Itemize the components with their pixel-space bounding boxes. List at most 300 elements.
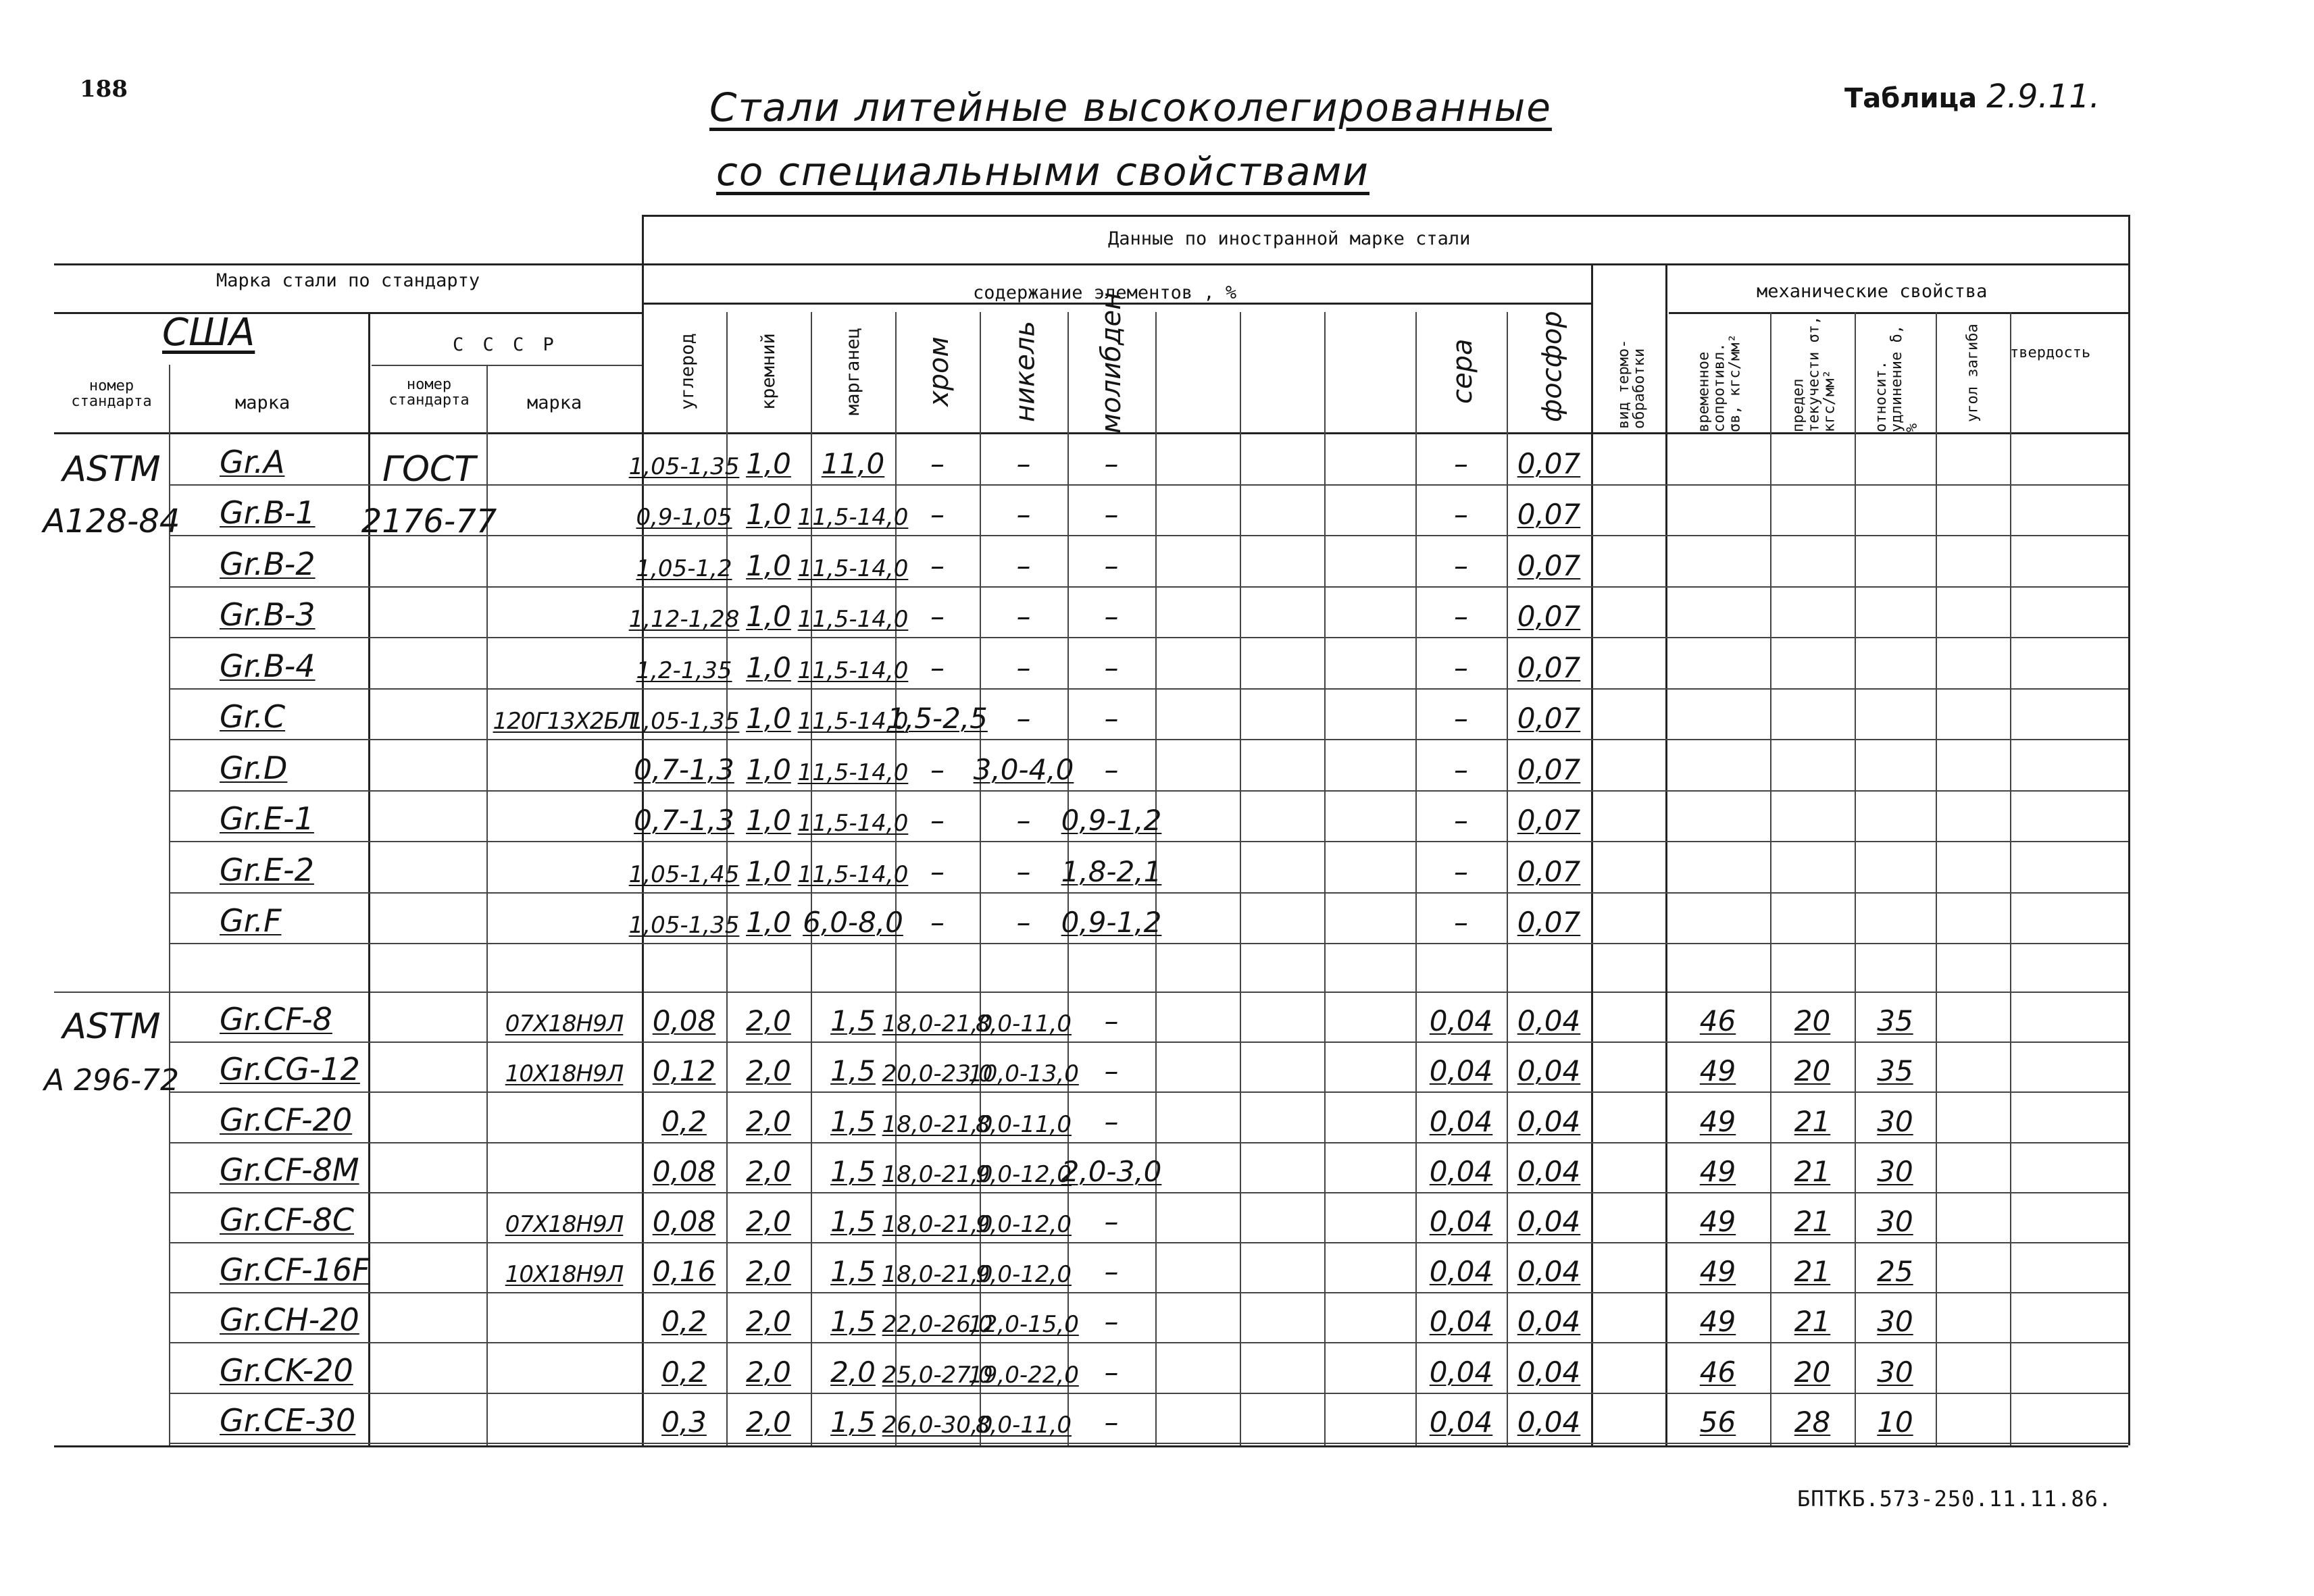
header-chromium: хром [924, 336, 955, 407]
cell-mn: 11,5-14,0 [797, 810, 909, 837]
grid-line-v [1324, 312, 1326, 1445]
cell-s: – [1454, 906, 1468, 939]
cell-s: 0,04 [1429, 1004, 1493, 1038]
cell-cr: 26,0-30,0 [882, 1411, 993, 1439]
row-divider [169, 943, 2128, 944]
cell-s: – [1454, 854, 1468, 888]
cell-si: 1,0 [746, 498, 791, 531]
cell-ussr-grade [486, 844, 642, 888]
cell-si: 1,0 [746, 548, 791, 582]
cell-st [1770, 742, 1855, 786]
cell-st: 28 [1794, 1405, 1831, 1439]
cell-sb [1665, 640, 1770, 684]
cell-mo: – [1104, 548, 1119, 582]
cell-grade: Gr.CE-30 [220, 1401, 356, 1439]
cell-sb: 46 [1699, 1355, 1736, 1389]
cell-si: 1,0 [746, 702, 791, 735]
cell-st: 20 [1794, 1004, 1831, 1038]
cell-st [1770, 538, 1855, 582]
cell-sb: 49 [1699, 1154, 1736, 1188]
cell-d [1855, 742, 1936, 786]
cell-sb [1665, 436, 1770, 480]
cell-ni: 19,0-22,0 [968, 1361, 1079, 1389]
table-number [1844, 78, 2100, 115]
cell-s: 0,04 [1429, 1204, 1493, 1238]
cell-cr: – [930, 650, 945, 684]
cell-ni: – [1016, 548, 1031, 582]
row-divider [169, 1192, 2128, 1193]
grid-line-v [2128, 215, 2130, 1445]
cell-st [1770, 844, 1855, 888]
cell-c: 0,7-1,3 [634, 804, 734, 837]
cell-c: 1,05-1,35 [628, 453, 740, 480]
header-tensile: временное сопротивл. σв, кгс/мм² [1695, 334, 1744, 432]
cell-si: 1,0 [746, 906, 791, 939]
cell-mo: 0,9-1,2 [1061, 906, 1162, 939]
row-divider [169, 1242, 2128, 1243]
cell-ussr-grade [486, 1145, 642, 1188]
cell-d: 10 [1877, 1405, 1913, 1439]
cell-s: 0,04 [1429, 1305, 1493, 1339]
cell-mn: 1,5 [830, 1004, 876, 1038]
cell-sb: 49 [1699, 1305, 1736, 1339]
cell-ussr-grade [486, 487, 642, 532]
cell-si: 2,0 [746, 1405, 791, 1439]
cell-s: – [1454, 498, 1468, 531]
cell-p: 0,04 [1517, 1204, 1581, 1238]
cell-mo: – [1104, 1104, 1119, 1138]
cell-s: – [1454, 702, 1468, 735]
cell-c: 1,05-1,35 [628, 708, 740, 735]
cell-p: 0,04 [1517, 1104, 1581, 1138]
grid-line-v [1591, 263, 1593, 1445]
grid-line-h [54, 312, 642, 314]
cell-c: 0,08 [652, 1004, 716, 1038]
cell-mn: 11,5-14,0 [797, 860, 909, 888]
cell-st: 21 [1794, 1154, 1831, 1188]
cell-st: 20 [1794, 1355, 1831, 1389]
cell-d [1855, 844, 1936, 888]
cell-grade: Gr.B-1 [220, 494, 316, 531]
row-divider [169, 1342, 2128, 1343]
cell-ni: 10,0-13,0 [968, 1060, 1079, 1088]
cell-ni: – [1016, 650, 1031, 684]
cell-p: 0,04 [1517, 1154, 1581, 1188]
cell-grade: Gr.B-2 [220, 545, 316, 582]
cell-mn: 11,5-14,0 [797, 657, 909, 684]
header-manganese: марганец [842, 327, 863, 416]
cell-mn: 1,5 [830, 1104, 876, 1138]
cell-ussr-grade [486, 1094, 642, 1137]
header-sulfur: сера [1447, 338, 1478, 405]
cell-d: 30 [1877, 1204, 1913, 1238]
row-divider [169, 1443, 2128, 1444]
cell-grade: Gr.CH-20 [220, 1302, 359, 1339]
cell-grade: Gr.B-3 [220, 596, 316, 633]
header-molybdenum: молибден [1096, 292, 1127, 434]
cell-grade: Gr.CF-8C [220, 1201, 355, 1238]
row-divider [169, 841, 2128, 842]
cell-ussr-grade [486, 895, 642, 939]
cell-ni: 3,0-4,0 [973, 752, 1074, 786]
cell-si: 1,0 [746, 752, 791, 786]
cell-si: 2,0 [746, 1004, 791, 1038]
cell-mn: 1,5 [830, 1405, 876, 1439]
header-usa-grade: марка [235, 392, 291, 413]
cell-mo: 0,9-1,2 [1061, 804, 1162, 837]
cell-p: 0,07 [1517, 854, 1581, 888]
cell-si: 2,0 [746, 1154, 791, 1188]
cell-cr: – [930, 752, 945, 786]
cell-mn: 11,5-14,0 [797, 555, 909, 582]
cell-ussr-grade [486, 436, 642, 480]
cell-s: – [1454, 804, 1468, 837]
cell-mn: 11,5-14,0 [797, 606, 909, 633]
cell-st: 21 [1794, 1305, 1831, 1339]
document-title-line-1: Стали литейные высоколегированные [709, 84, 1552, 130]
cell-d: 30 [1877, 1104, 1913, 1138]
group-2-std-line-2: A 296-72 [44, 1063, 179, 1098]
cell-p: 0,04 [1517, 1054, 1581, 1088]
drawing-stamp: БПТКБ.573-250.11.11.86. [1797, 1486, 2113, 1512]
cell-ussr-grade [486, 1295, 642, 1338]
cell-ni: – [1016, 446, 1031, 480]
cell-d: 30 [1877, 1355, 1913, 1389]
cell-sb [1665, 589, 1770, 634]
cell-mn: 2,0 [830, 1355, 876, 1389]
cell-si: 2,0 [746, 1054, 791, 1088]
cell-mo: – [1104, 498, 1119, 531]
cell-ussr-grade [486, 742, 642, 786]
cell-cr: 25,0-27,0 [882, 1361, 993, 1389]
cell-d [1855, 487, 1936, 532]
cell-st [1770, 895, 1855, 939]
cell-sb [1665, 691, 1770, 736]
cell-ni: 8,0-11,0 [975, 1110, 1072, 1138]
cell-p: 0,04 [1517, 1255, 1581, 1289]
cell-p: 0,07 [1517, 446, 1581, 480]
row-divider [169, 637, 2128, 638]
cell-c: 0,16 [652, 1255, 716, 1289]
group-1-ussr-std-line-2: 2176-77 [361, 503, 497, 540]
cell-ni: – [1016, 600, 1031, 633]
cell-ni: – [1016, 702, 1031, 735]
cell-d: 30 [1877, 1154, 1913, 1188]
cell-mo: – [1104, 752, 1119, 786]
cell-sb [1665, 538, 1770, 582]
cell-st: 21 [1794, 1204, 1831, 1238]
row-divider [169, 535, 2128, 536]
cell-si: 2,0 [746, 1104, 791, 1138]
cell-s: 0,04 [1429, 1054, 1493, 1088]
cell-p: 0,07 [1517, 650, 1581, 684]
header-mechanical: механические свойства [1757, 281, 1988, 302]
header-usa-std-no: номер стандарта [71, 378, 152, 411]
cell-sb [1665, 844, 1770, 888]
cell-grade: Gr.A [220, 443, 285, 480]
cell-d [1855, 436, 1936, 480]
header-foreign-data: Данные по иностранной марке стали [1108, 228, 1471, 249]
cell-c: 0,9-1,05 [636, 504, 732, 531]
cell-c: 0,3 [661, 1405, 707, 1439]
cell-ni: 12,0-15,0 [968, 1311, 1079, 1339]
cell-mo: – [1104, 1405, 1119, 1439]
cell-grade: Gr.CF-8 [220, 1001, 332, 1038]
cell-ni: – [1016, 906, 1031, 939]
cell-cr: 18,0-21,0 [882, 1160, 993, 1188]
cell-si: 2,0 [746, 1305, 791, 1339]
cell-sb: 46 [1699, 1004, 1736, 1038]
cell-mo: – [1104, 650, 1119, 684]
cell-mn: 11,5-14,0 [797, 708, 909, 735]
cell-si: 1,0 [746, 446, 791, 480]
header-hardness: твердость [2010, 344, 2091, 361]
cell-c: 0,7-1,3 [634, 752, 734, 786]
cell-grade: Gr.E-1 [220, 800, 314, 837]
grid-line-v [1936, 312, 1937, 1445]
header-yield: предел текучести σт, кгс/мм² [1790, 315, 1838, 432]
cell-c: 1,05-1,2 [636, 555, 732, 582]
cell-mn: 11,5-14,0 [797, 758, 909, 786]
cell-si: 1,0 [746, 650, 791, 684]
cell-s: – [1454, 600, 1468, 633]
cell-sb: 56 [1699, 1405, 1736, 1439]
header-phosphorus: фосфор [1536, 311, 1568, 422]
cell-cr: – [930, 906, 945, 939]
cell-s: – [1454, 446, 1468, 480]
cell-d: 30 [1877, 1305, 1913, 1339]
cell-mn: 1,5 [830, 1255, 876, 1289]
header-ussr: С С С Р [453, 334, 558, 355]
cell-c: 0,08 [652, 1204, 716, 1238]
cell-grade: Gr.CF-20 [220, 1101, 353, 1138]
cell-p: 0,04 [1517, 1305, 1581, 1339]
cell-si: 1,0 [746, 804, 791, 837]
cell-ussr-grade [486, 1345, 642, 1388]
cell-p: 0,07 [1517, 906, 1581, 939]
row-divider [169, 1393, 2128, 1394]
cell-mo: 1,8-2,1 [1061, 854, 1162, 888]
row-divider [169, 1091, 2128, 1093]
cell-ni: 8,0-11,0 [975, 1411, 1072, 1439]
cell-mo: – [1104, 1305, 1119, 1339]
cell-ussr-grade [486, 793, 642, 838]
cell-grade: Gr.D [220, 749, 288, 786]
cell-c: 1,2-1,35 [636, 657, 732, 684]
cell-cr: – [930, 600, 945, 633]
row-divider [169, 1041, 2128, 1043]
cell-ussr-grade [486, 1395, 642, 1439]
cell-si: 1,0 [746, 854, 791, 888]
grid-line-h [372, 365, 642, 366]
cell-cr: – [930, 548, 945, 582]
header-silicon: кремний [758, 333, 779, 410]
cell-s: – [1454, 752, 1468, 786]
cell-grade: Gr.CF-8M [220, 1151, 359, 1188]
cell-mn: 1,5 [830, 1204, 876, 1238]
cell-d: 35 [1877, 1054, 1913, 1088]
cell-ni: 8,0-11,0 [975, 1010, 1072, 1038]
row-divider [169, 790, 2128, 792]
cell-d [1855, 895, 1936, 939]
grid-line-v [2010, 312, 2011, 1445]
cell-mo: – [1104, 1204, 1119, 1238]
table-number-value: 2.9.11. [1986, 78, 2101, 115]
cell-c: 0,2 [661, 1104, 707, 1138]
cell-ni: 9,0-12,0 [975, 1160, 1072, 1188]
row-divider [169, 892, 2128, 894]
row-divider [169, 1292, 2128, 1293]
row-divider [169, 1142, 2128, 1143]
cell-p: 0,07 [1517, 752, 1581, 786]
cell-st [1770, 793, 1855, 838]
cell-p: 0,04 [1517, 1355, 1581, 1389]
cell-sb: 49 [1699, 1204, 1736, 1238]
cell-mo: – [1104, 702, 1119, 735]
cell-c: 0,12 [652, 1054, 716, 1088]
group-1-std-line-1: ASTM [62, 449, 161, 490]
cell-s: 0,04 [1429, 1405, 1493, 1439]
cell-grade: Gr.E-2 [220, 851, 314, 888]
cell-ni: 9,0-12,0 [975, 1210, 1072, 1238]
header-carbon: углерод [677, 333, 698, 410]
cell-c: 1,05-1,45 [628, 860, 740, 888]
cell-s: 0,04 [1429, 1154, 1493, 1188]
cell-s: 0,04 [1429, 1255, 1493, 1289]
cell-ussr-grade: 10Х18Н9Л [505, 1060, 624, 1088]
cell-mn: 1,5 [830, 1054, 876, 1088]
cell-cr: – [930, 498, 945, 531]
header-usa: США [162, 311, 255, 355]
cell-st: 21 [1794, 1255, 1831, 1289]
cell-sb [1665, 793, 1770, 838]
table-label: Таблица [1844, 83, 1978, 114]
grid-line-h [642, 215, 2128, 217]
cell-grade: Gr.CF-16F [220, 1252, 370, 1289]
cell-mo: – [1104, 1255, 1119, 1289]
cell-d [1855, 640, 1936, 684]
cell-ussr-grade: 07Х18Н9Л [505, 1010, 624, 1038]
cell-st [1770, 589, 1855, 634]
page-number: 188 [80, 76, 128, 103]
cell-ni: – [1016, 498, 1031, 531]
cell-mo: 2,0-3,0 [1061, 1154, 1162, 1188]
document-title-line-2: со специальными свойствами [716, 149, 1369, 195]
cell-si: 2,0 [746, 1355, 791, 1389]
cell-grade: Gr.B-4 [220, 647, 316, 684]
cell-p: 0,07 [1517, 600, 1581, 633]
group-2-std-line-1: ASTM [62, 1006, 161, 1047]
cell-s: 0,04 [1429, 1355, 1493, 1389]
cell-s: – [1454, 650, 1468, 684]
cell-mn: 6,0-8,0 [803, 906, 903, 939]
cell-d: 35 [1877, 1004, 1913, 1038]
cell-ussr-grade: 07Х18Н9Л [505, 1210, 624, 1238]
cell-ni: 9,0-12,0 [975, 1261, 1072, 1289]
cell-cr: 18,0-21,0 [882, 1210, 993, 1238]
cell-p: 0,04 [1517, 1004, 1581, 1038]
cell-si: 1,0 [746, 600, 791, 633]
cell-mo: – [1104, 446, 1119, 480]
cell-s: 0,04 [1429, 1104, 1493, 1138]
grid-line-h [54, 432, 2128, 434]
cell-cr: – [930, 804, 945, 837]
cell-ni: – [1016, 854, 1031, 888]
cell-d [1855, 589, 1936, 634]
cell-d [1855, 691, 1936, 736]
cell-grade: Gr.CG-12 [220, 1051, 360, 1088]
cell-mo: – [1104, 1355, 1119, 1389]
cell-st: 21 [1794, 1104, 1831, 1138]
cell-c: 0,2 [661, 1305, 707, 1339]
cell-ussr-grade [486, 589, 642, 634]
cell-cr: – [930, 854, 945, 888]
cell-sb: 49 [1699, 1104, 1736, 1138]
cell-st [1770, 436, 1855, 480]
cell-si: 2,0 [746, 1255, 791, 1289]
row-divider [169, 586, 2128, 588]
cell-sb [1665, 895, 1770, 939]
cell-p: 0,04 [1517, 1405, 1581, 1439]
header-heat-treatment: вид термо- обработки [1615, 339, 1648, 429]
cell-s: – [1454, 548, 1468, 582]
cell-d: 25 [1877, 1255, 1913, 1289]
header-nickel: никель [1009, 320, 1041, 423]
cell-mn: 1,5 [830, 1154, 876, 1188]
cell-ussr-grade [486, 640, 642, 684]
cell-st [1770, 640, 1855, 684]
header-content: содержание элементов , % [973, 282, 1237, 303]
cell-mn: 1,5 [830, 1305, 876, 1339]
cell-grade: Gr.CK-20 [220, 1352, 353, 1389]
cell-p: 0,07 [1517, 548, 1581, 582]
cell-st [1770, 487, 1855, 532]
cell-mn: 11,5-14,0 [797, 504, 909, 531]
cell-sb: 49 [1699, 1255, 1736, 1289]
cell-mn: 11,0 [821, 446, 885, 480]
header-elongation: относит. удлинение δ, % [1872, 325, 1921, 432]
grid-line-v [1240, 312, 1241, 1445]
cell-sb: 49 [1699, 1054, 1736, 1088]
cell-p: 0,07 [1517, 804, 1581, 837]
cell-c: 1,05-1,35 [628, 912, 740, 939]
cell-d [1855, 793, 1936, 838]
cell-mo: – [1104, 600, 1119, 633]
row-divider [169, 688, 2128, 690]
cell-si: 2,0 [746, 1204, 791, 1238]
grid-line-h [54, 992, 2128, 993]
cell-ussr-grade: 10Х18Н9Л [505, 1261, 624, 1289]
cell-p: 0,07 [1517, 498, 1581, 531]
cell-d [1855, 538, 1936, 582]
grid-line-h [54, 1445, 2128, 1447]
header-ussr-std-no: номер стандарта [388, 376, 470, 409]
group-1-std-line-2: A128-84 [43, 503, 180, 540]
cell-cr: 18,0-21,0 [882, 1110, 993, 1138]
cell-cr: – [930, 446, 945, 480]
header-standard-grade: Марка стали по стандарту [216, 270, 480, 291]
cell-st [1770, 691, 1855, 736]
cell-ni: – [1016, 804, 1031, 837]
header-ussr-grade: марка [527, 392, 582, 413]
cell-st: 20 [1794, 1054, 1831, 1088]
cell-mo: – [1104, 1054, 1119, 1088]
cell-mo: – [1104, 1004, 1119, 1038]
row-divider [169, 739, 2128, 740]
grid-line-h [54, 263, 2128, 265]
header-bend: угол загиба [1964, 324, 1982, 423]
cell-cr: 22,0-26,0 [882, 1311, 993, 1339]
